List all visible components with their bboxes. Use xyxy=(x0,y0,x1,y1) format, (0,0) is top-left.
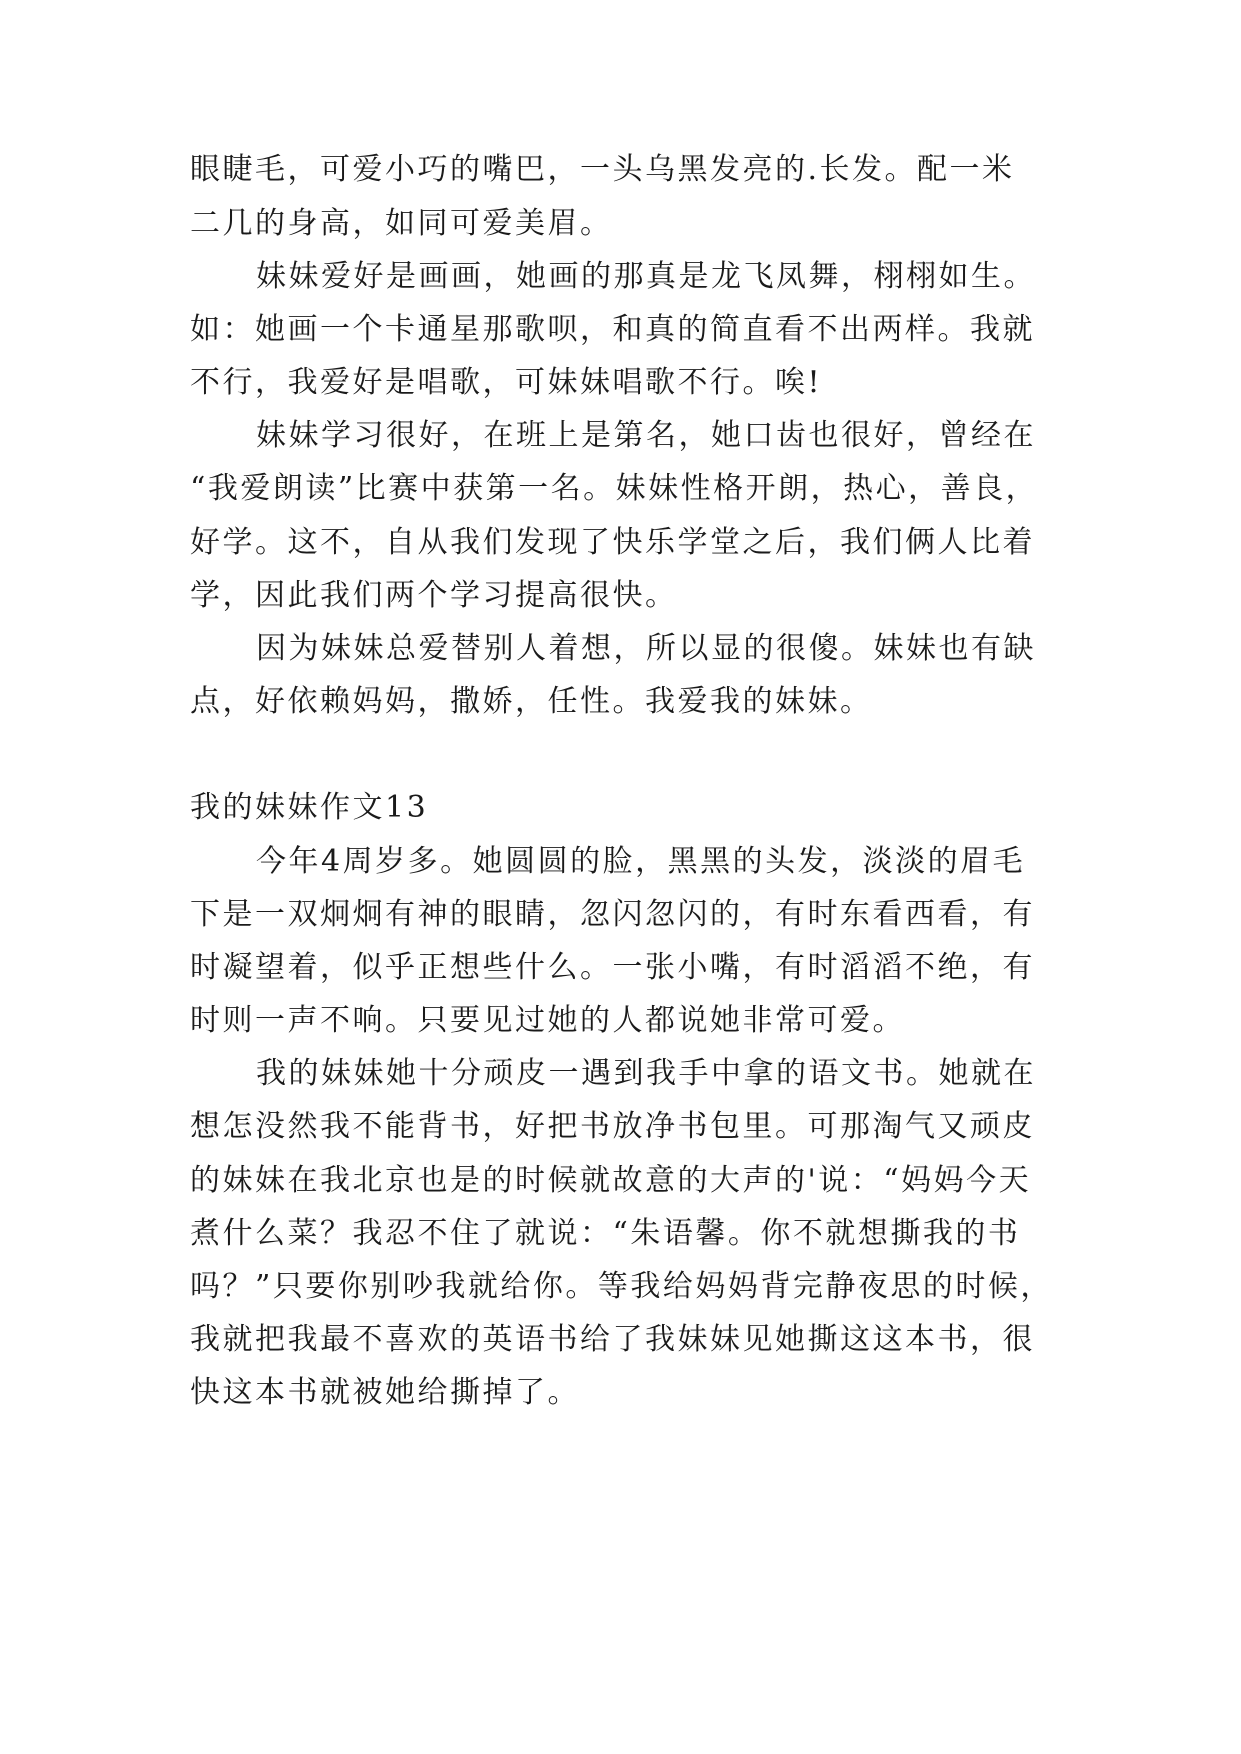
paragraph-line: 妹妹爱好是画画，她画的那真是龙飞凤舞，栩栩如生。 xyxy=(256,259,1036,294)
paragraph-line: 妹妹学习很好，在班上是第名，她口齿也很好，曾经在 xyxy=(256,418,1036,453)
paragraph-line: 好学。这不，自从我们发现了快乐学堂之后，我们俩人比着 xyxy=(190,525,1035,560)
paragraph-line: 煮什么菜？我忍不住了就说：“朱语馨。你不就想撕我的书 xyxy=(190,1216,1021,1251)
paragraph-line: 时则一声不响。只要见过她的人都说她非常可爱。 xyxy=(190,1003,905,1038)
paragraph-line: 想怎没然我不能背书，好把书放净书包里。可那淘气又顽皮 xyxy=(190,1109,1035,1144)
paragraph-line: 吗？”只要你别吵我就给你。等我给妈妈背完静夜思的时候， xyxy=(190,1269,1053,1304)
paragraph-line: 学，因此我们两个学习提高很快。 xyxy=(190,578,678,613)
paragraph-line: 下是一双炯炯有神的眼睛，忽闪忽闪的，有时东看西看，有 xyxy=(190,897,1035,932)
paragraph-line: 快这本书就被她给撕掉了。 xyxy=(190,1375,580,1410)
paragraph-line: 二几的身高，如同可爱美眉。 xyxy=(190,206,613,241)
paragraph-line: 我的妹妹她十分顽皮一遇到我手中拿的语文书。她就在 xyxy=(256,1056,1036,1091)
paragraph-line: 眼睫毛，可爱小巧的嘴巴，一头乌黑发亮的.长发。配一米 xyxy=(190,152,1015,187)
paragraph-line: 时凝望着，似乎正想些什么。一张小嘴，有时滔滔不绝，有 xyxy=(190,950,1035,985)
paragraph-line: 点，好依赖妈妈，撒娇，任性。我爱我的妹妹。 xyxy=(190,684,873,719)
paragraph-line: 我就把我最不喜欢的英语书给了我妹妹见她撕这这本书，很 xyxy=(190,1322,1035,1357)
paragraph-line: 不行，我爱好是唱歌，可妹妹唱歌不行。唉! xyxy=(190,365,823,400)
paragraph-line: 今年4周岁多。她圆圆的脸，黑黑的头发，淡淡的眉毛 xyxy=(256,844,1026,879)
paragraph-line: 的妹妹在我北京也是的时候就故意的大声的'说：“妈妈今天 xyxy=(190,1163,1032,1198)
paragraph-line: 因为妹妹总爱替别人着想，所以显的很傻。妹妹也有缺 xyxy=(256,631,1036,666)
section-heading: 我的妹妹作文13 xyxy=(190,790,429,825)
paragraph-line: “我爱朗读”比赛中获第一名。妹妹性格开朗，热心，善良， xyxy=(190,471,1039,506)
paragraph-line: 如：她画一个卡通星那歌呗，和真的简直看不出两样。我就 xyxy=(190,312,1035,347)
